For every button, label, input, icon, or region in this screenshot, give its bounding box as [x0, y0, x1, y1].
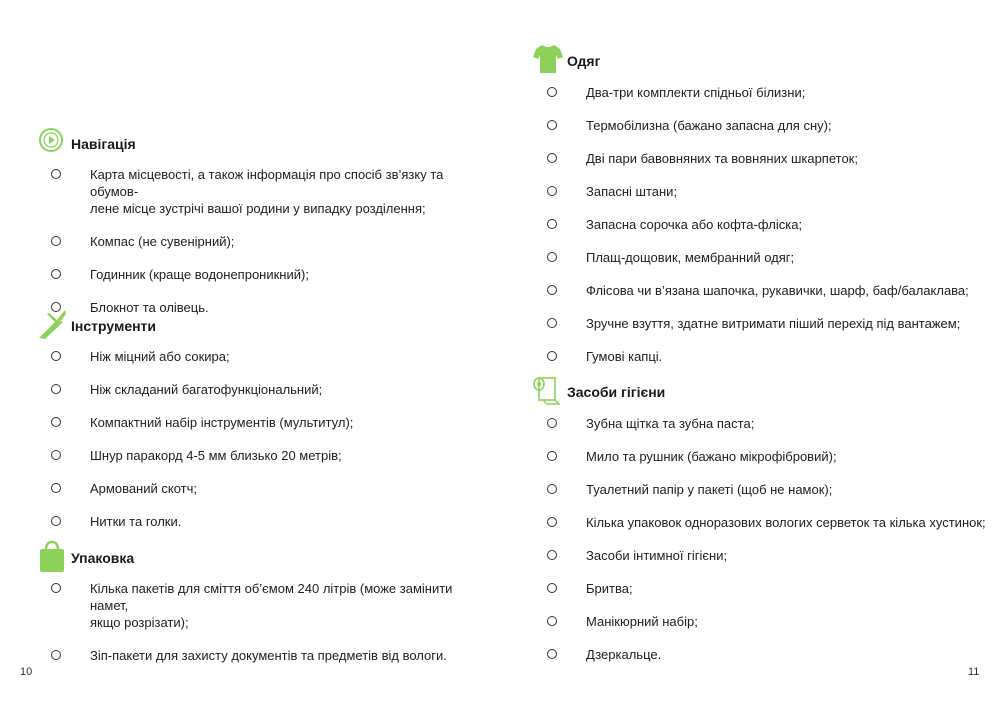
list-item: Армований скотч; [71, 480, 490, 497]
list-item: Мило та рушник (бажано мікрофібровий); [567, 448, 986, 465]
list-item: Ніж складаний багатофункціональний; [71, 381, 490, 398]
list-item: Дзеркальце. [567, 646, 986, 663]
circle-bullet-icon [547, 120, 557, 130]
circle-bullet-icon [547, 219, 557, 229]
section-header [567, 380, 986, 410]
section-header [71, 132, 490, 162]
section-title: Навігація [71, 136, 136, 152]
list-item: Блокнот та олівець. [71, 299, 490, 316]
list-item: Нитки та голки. [71, 513, 490, 530]
bag-icon [37, 540, 67, 574]
list-item: Манікюрний набір; [567, 613, 986, 630]
circle-bullet-icon [51, 351, 61, 361]
circle-bullet-icon [547, 153, 557, 163]
list-item: Два-три комплекти спідньої білизни; [567, 84, 986, 101]
list-item: Кілька пакетів для сміття об’ємом 240 літрів (може замінити намет, якщо розрізати); [71, 580, 490, 631]
circle-bullet-icon [547, 252, 557, 262]
list-item: Запасна сорочка або кофта-фліска; [567, 216, 986, 233]
circle-bullet-icon [51, 583, 61, 593]
section-clothing [567, 49, 986, 365]
circle-bullet-icon [51, 650, 61, 660]
list-item: Гумові капці. [567, 348, 986, 365]
list-item: Шнур паракорд 4-5 мм близько 20 метрів; [71, 447, 490, 464]
list-item: Годинник (краще водонепроникний); [71, 266, 490, 283]
circle-bullet-icon [51, 417, 61, 427]
list-item: Зіп-пакети для захисту документів та предметів від вологи. [71, 647, 490, 664]
list-item: Зручне взуття, здатне витримати піший перехід під вантажем; [567, 315, 986, 332]
section-hygiene [567, 380, 986, 663]
section-header [567, 49, 986, 79]
circle-bullet-icon [547, 484, 557, 494]
circle-bullet-icon [547, 186, 557, 196]
list-item: Кілька упаковок одноразових вологих серветок та кілька хустинок; [567, 514, 986, 531]
list-item: Бритва; [567, 580, 986, 597]
list-item: Плащ-дощовик, мембранний одяг; [567, 249, 986, 266]
page-number: 11 [968, 666, 980, 678]
circle-bullet-icon [51, 483, 61, 493]
circle-bullet-icon [51, 269, 61, 279]
section-header [71, 314, 490, 344]
tshirt-icon [533, 43, 563, 77]
circle-bullet-icon [51, 516, 61, 526]
circle-bullet-icon [547, 649, 557, 659]
toilet-paper-icon [533, 374, 563, 408]
section-title: Упаковка [71, 550, 135, 566]
circle-bullet-icon [51, 169, 61, 179]
circle-bullet-icon [547, 87, 557, 97]
section-title: Інструменти [71, 318, 157, 334]
list-item: Компактний набір інструментів (мультитул); [71, 414, 490, 431]
circle-bullet-icon [547, 285, 557, 295]
section-packaging [71, 546, 490, 664]
section-title: Одяг [567, 53, 601, 69]
list-item: Карта місцевості, а також інформація про спосіб зв’язку та обумов- лене місце зустрічі вашої родини у випадку розділення; [71, 166, 490, 217]
page-number: 10 [20, 666, 33, 678]
circle-bullet-icon [51, 384, 61, 394]
multitool-icon [37, 308, 67, 342]
circle-bullet-icon [547, 451, 557, 461]
list-item: Запасні штани; [567, 183, 986, 200]
section-navigation [71, 132, 490, 316]
list-item: Дві пари бавовняних та вовняних шкарпеток; [567, 150, 986, 167]
circle-bullet-icon [547, 583, 557, 593]
list-item: Зубна щітка та зубна паста; [567, 415, 986, 432]
section-tools [71, 314, 490, 530]
section-title: Засоби гігієни [567, 384, 666, 400]
circle-bullet-icon [547, 517, 557, 527]
list-item: Туалетний папір у пакеті (щоб не намок); [567, 481, 986, 498]
circle-bullet-icon [51, 450, 61, 460]
circle-bullet-icon [547, 318, 557, 328]
circle-bullet-icon [547, 351, 557, 361]
circle-bullet-icon [547, 616, 557, 626]
section-header [71, 546, 490, 576]
list-item: Компас (не сувенірний); [71, 233, 490, 250]
compass-icon [37, 126, 67, 160]
right-page [500, 0, 1000, 708]
circle-bullet-icon [547, 418, 557, 428]
list-item: Ніж міцний або сокира; [71, 348, 490, 365]
circle-bullet-icon [51, 236, 61, 246]
circle-bullet-icon [547, 550, 557, 560]
list-item: Термобілизна (бажано запасна для сну); [567, 117, 986, 134]
list-item: Засоби інтимної гігієни; [567, 547, 986, 564]
list-item: Флісова чи в’язана шапочка, рукавички, шарф, баф/балаклава; [567, 282, 986, 299]
